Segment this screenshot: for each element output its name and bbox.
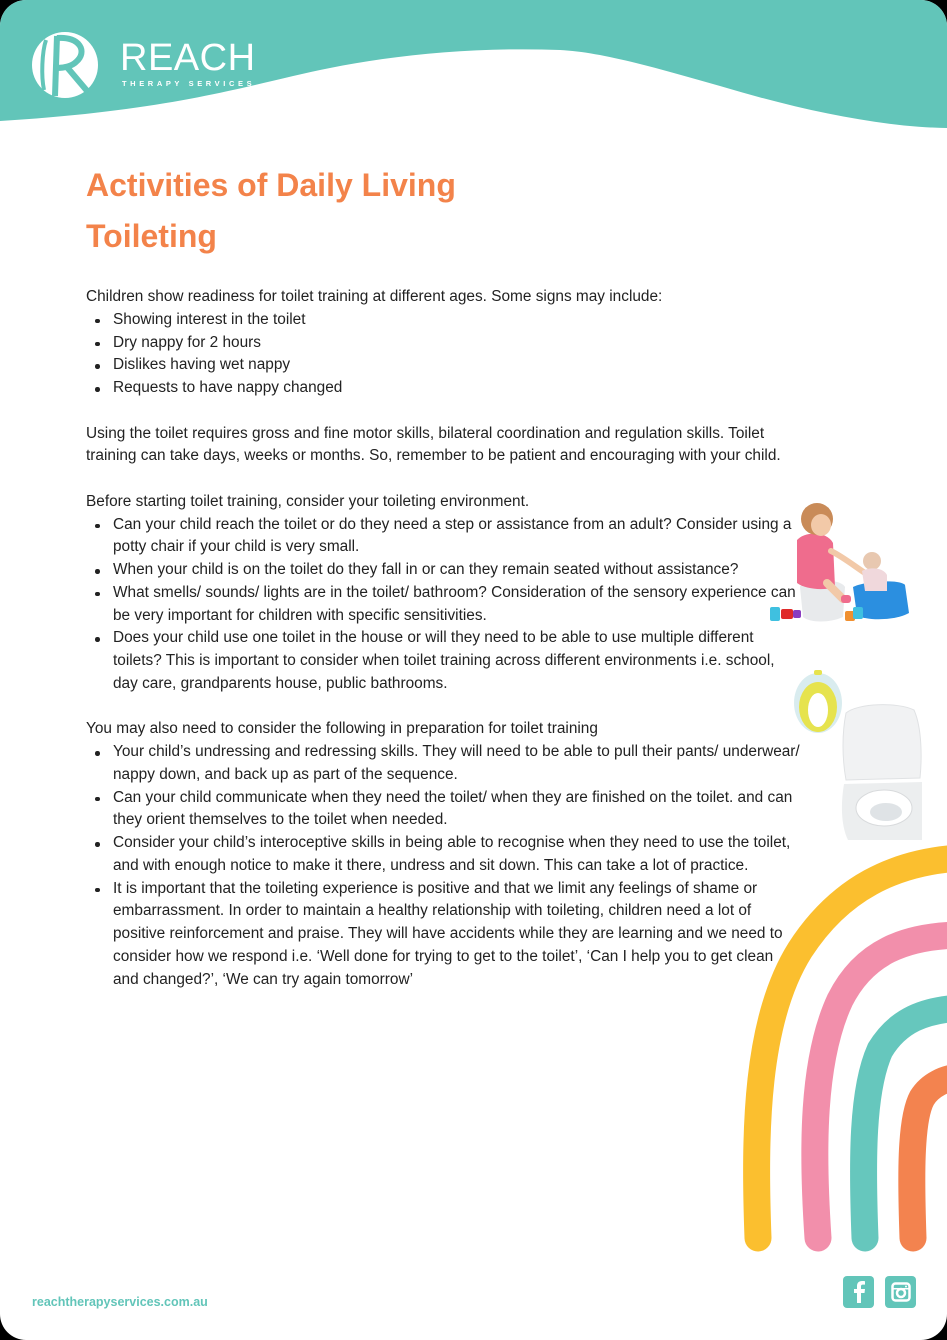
list-item: Your child’s undressing and redressing skills. They will need to be able to pull their pants/ underwear/ nappy down, and back up as part of the sequence. [113,741,801,787]
toilet-image [838,698,924,840]
page-title-line1: Activities of Daily Living [86,167,456,203]
list-item: What smells/ sounds/ lights are in the toilet/ bathroom? Consideration of the sensory experience can be very important for children with specific sensitivities. [113,582,801,628]
page-title-line2: Toileting [86,218,217,254]
list-item: Dislikes having wet nappy [113,354,801,377]
child-on-potty-with-doll-image [765,495,915,625]
list-item: It is important that the toileting experience is positive and that we limit any feelings of shame or embarrassment. In order to maintain a healthy relationship with toileting, children need a lot of positive reinforcement and praise. They will have accidents while they are learning and we need to consider how we respond i.e. ‘Well done for trying to get to the toilet’, ‘Can I help you to get clean and changed?’, ‘We can try again tomorrow’ [113,878,801,992]
brand-name: REACH [120,37,256,79]
website-link[interactable]: reachtherapyservices.com.au [32,1295,208,1309]
facebook-button[interactable] [843,1276,874,1308]
environment-intro: Before starting toilet training, consider your toileting environment. [86,492,530,510]
preparation-list [86,741,801,991]
list-item: Requests to have nappy changed [113,377,801,400]
facebook-icon [852,1281,866,1303]
preparation-intro: You may also need to consider the following in preparation for toilet training [86,720,598,738]
document-body [86,286,801,991]
list-item: Can your child communicate when they need the toilet/ when they are finished on the toilet. and can they orient themselves to the toilet when needed. [113,787,801,833]
toddler-toilet-seat-image [792,665,844,735]
reach-r-logo-icon [30,30,100,100]
readiness-list [86,309,801,400]
list-item: Can your child reach the toilet or do they need a step or assistance from an adult? Consider using a potty chair if your child is very small. [113,514,801,560]
skills-paragraph: Using the toilet requires gross and fine motor skills, bilateral coordination and regulation skills. Toilet training can take days, weeks or months. So, remember to be patient and encouraging with your child. [86,424,781,465]
instagram-button[interactable] [885,1276,916,1308]
rainbow-decoration [730,820,947,1270]
page-title [86,160,456,262]
list-item: Consider your child’s interoceptive skills in being able to recognise when they need to use the toilet, and with enough notice to make it there, undress and sit down. This can take a lot of practice. [113,832,801,878]
list-item: Dry nappy for 2 hours [113,332,801,355]
list-item: When your child is on the toilet do they fall in or can they remain seated without assistance? [113,559,801,582]
list-item: Does your child use one toilet in the house or will they need to be able to use multiple different toilets? This is important to consider when toilet training across different environments i.e. school, day care, grandparents house, public bathrooms. [113,627,801,695]
readiness-intro: Children show readiness for toilet training at different ages. Some signs may include: [86,288,663,305]
instagram-icon [891,1282,911,1302]
environment-list [86,514,801,696]
list-item: Showing interest in the toilet [113,309,801,332]
brand-subtitle: THERAPY SERVICES [122,79,256,88]
